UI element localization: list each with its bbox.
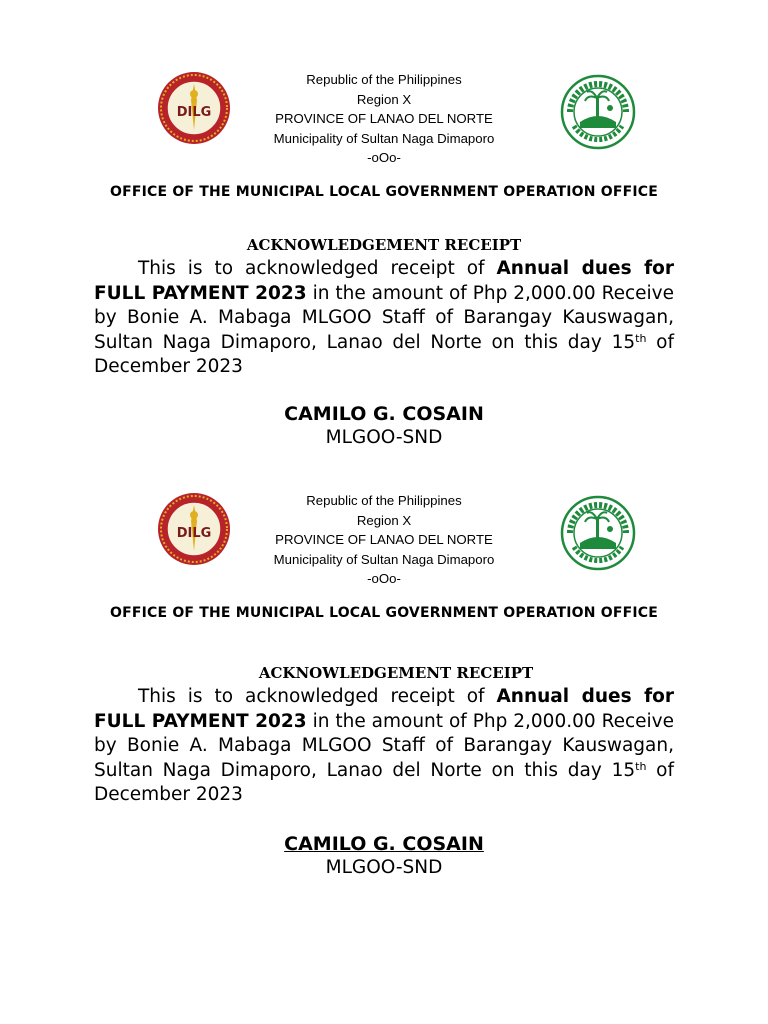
- receipt-title: ACKNOWLEDGEMENT RECEIPT: [246, 236, 522, 254]
- office-title: OFFICE OF THE MUNICIPAL LOCAL GOVERNMENT OPERATION OFFICE: [109, 184, 659, 200]
- body-month-year: of December 2023: [94, 331, 674, 377]
- body-month-year: of December 2023: [94, 759, 674, 805]
- signatory-block: [0, 832, 768, 880]
- header-province: PROVINCE OF LANAO DEL NORTE: [275, 532, 493, 547]
- signatory-name: CAMILO G. COSAIN: [284, 403, 484, 425]
- header-municipality: Municipality of Sultan Naga Dimaporo: [273, 551, 495, 567]
- body-dues-highlight: Annual dues for FULL PAYMENT 2023: [94, 686, 674, 732]
- body-intro: This is to acknowledged receipt of: [138, 258, 497, 279]
- dilg-seal-icon: [156, 491, 236, 571]
- header-region: Region X: [356, 91, 412, 107]
- header-separator: -oOo-: [367, 150, 401, 165]
- signatory-name: CAMILO G. COSAIN: [284, 833, 484, 855]
- receipt-2: [0, 491, 768, 911]
- signatory-position: MLGOO-SND: [325, 857, 443, 878]
- svg-text:DILG: DILG: [176, 526, 212, 541]
- body-day-suffix: th: [635, 331, 647, 345]
- body-dues-highlight: Annual dues for FULL PAYMENT 2023: [94, 258, 674, 304]
- body-day-suffix: th: [635, 759, 647, 773]
- body-intro: This is to acknowledged receipt of: [138, 686, 497, 707]
- sultan-naga-dimaporo-seal-icon: [558, 495, 638, 575]
- header-republic: Republic of the Philippines: [306, 72, 462, 87]
- letterhead: [240, 70, 528, 168]
- header-separator: -oOo-: [367, 571, 401, 586]
- receipt-body: [94, 685, 674, 808]
- receipt-1: [0, 70, 768, 490]
- body-details: in the amount of Php 2,000.00 Receive by Bonie A. Mabaga MLGOO Staff of Barangay Kauswagan, Sultan Naga Dimaporo, Lanao del Norte on this day 15: [94, 710, 674, 781]
- signatory-position: MLGOO-SND: [325, 427, 443, 448]
- header-province: PROVINCE OF LANAO DEL NORTE: [275, 111, 493, 126]
- letterhead: [240, 491, 528, 589]
- sultan-naga-dimaporo-seal-icon: [558, 74, 638, 154]
- dilg-seal-icon: [156, 70, 236, 150]
- receipt-title: ACKNOWLEDGEMENT RECEIPT: [258, 664, 534, 682]
- header-region: Region X: [356, 512, 412, 528]
- header-republic: Republic of the Philippines: [306, 493, 462, 508]
- body-details: in the amount of Php 2,000.00 Receive by Bonie A. Mabaga MLGOO Staff of Barangay Kauswagan, Sultan Naga Dimaporo, Lanao del Norte on this day 15: [94, 282, 674, 353]
- signatory-block: [0, 402, 768, 450]
- svg-text:DILG: DILG: [176, 105, 212, 120]
- office-title: OFFICE OF THE MUNICIPAL LOCAL GOVERNMENT OPERATION OFFICE: [109, 605, 659, 621]
- header-municipality: Municipality of Sultan Naga Dimaporo: [273, 130, 495, 146]
- receipt-body: [94, 257, 674, 380]
